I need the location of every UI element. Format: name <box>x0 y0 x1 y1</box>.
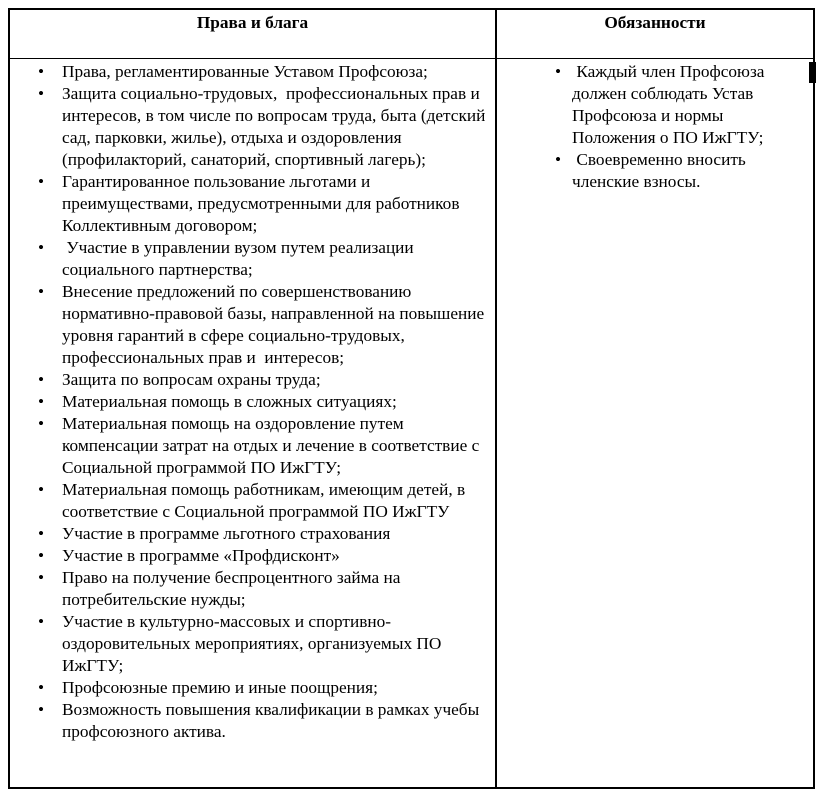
list-item <box>10 699 489 743</box>
list-item-text: Материальная помощь работникам, имеющим детей, в соответствие с Социальной программой ПО ИжГТУ <box>62 480 470 521</box>
list-item <box>10 611 489 677</box>
list-item <box>497 61 805 149</box>
bullet-icon: • <box>38 370 45 389</box>
list-item <box>10 61 489 83</box>
bullet-icon: • <box>38 612 45 631</box>
bullet-icon: • <box>38 282 45 301</box>
duties-cell <box>497 59 813 787</box>
bullet-icon: • <box>38 392 45 411</box>
list-item-text: Внесение предложений по совершенствованию нормативно-правовой базы, направленной на повышение уровня гарантий в сфере социально-трудовых, профессиональных прав и интересов; <box>62 282 489 367</box>
list-item-text: Участие в культурно-массовых и спортивно-оздоровительных мероприятиях, организуемых ПО ИжГТУ; <box>62 612 446 675</box>
list-item <box>10 281 489 369</box>
duties-header-cell <box>497 10 813 59</box>
bullet-icon: • <box>38 546 45 565</box>
list-item-text: Участие в программе «Профдисконт» <box>62 546 340 565</box>
list-item <box>10 545 489 567</box>
rights-cell <box>10 59 497 787</box>
bullet-icon: • <box>555 62 562 81</box>
list-item <box>10 391 489 413</box>
list-item-text: Своевременно вносить членские взносы. <box>572 150 751 191</box>
list-item-text: Профсоюзные премию и иные поощрения; <box>62 678 378 697</box>
list-item <box>10 413 489 479</box>
list-item <box>10 171 489 237</box>
rights-header-cell <box>10 10 497 59</box>
list-item-text: Каждый член Профсоюза должен соблюдать Устав Профсоюза и нормы Положения о ПО ИжГТУ; <box>572 62 769 147</box>
bullet-icon: • <box>38 700 45 719</box>
bullet-icon: • <box>38 524 45 543</box>
bullet-icon: • <box>38 678 45 697</box>
bullet-icon: • <box>38 480 45 499</box>
rights-header-label: Права и блага <box>196 13 309 32</box>
list-item <box>10 83 489 171</box>
list-item <box>10 677 489 699</box>
list-item-text: Материальная помощь на оздоровление путем компенсации затрат на отдых и лечение в соответствие с Социальной программой ПО ИжГТУ; <box>62 414 484 477</box>
list-item <box>497 149 805 193</box>
list-item-text: Права, регламентированные Уставом Профсоюза; <box>62 62 428 81</box>
list-item <box>10 523 489 545</box>
list-item-text: Участие в программе льготного страхования <box>62 524 391 543</box>
bullet-icon: • <box>38 172 45 191</box>
rights-list <box>10 61 489 743</box>
bullet-icon: • <box>38 238 45 257</box>
list-item-text: Право на получение беспроцентного займа на потребительские нужды; <box>62 568 405 609</box>
right-edge-marker <box>809 62 816 83</box>
bullet-icon: • <box>38 414 45 433</box>
bullet-icon: • <box>38 568 45 587</box>
list-item <box>10 567 489 611</box>
list-item-text: Гарантированное пользование льготами и преимуществами, предусмотренными для работников Коллективным договором; <box>62 172 464 235</box>
list-item <box>10 369 489 391</box>
list-item-text: Защита по вопросам охраны труда; <box>62 370 321 389</box>
list-item-text: Защита социально-трудовых, профессиональных прав и интересов, в том числе по вопросам труда, быта (детский сад, парковки, жилье), отдыха и оздоровления (профилакторий, санаторий, спортивный лагерь); <box>62 84 490 169</box>
list-item-text: Возможность повышения квалификации в рамках учебы профсоюзного актива. <box>62 700 484 741</box>
duties-list <box>497 61 805 193</box>
duties-header-label: Обязанности <box>604 13 706 32</box>
list-item <box>10 479 489 523</box>
list-item-text: Участие в управлении вузом путем реализации социального партнерства; <box>62 238 419 279</box>
bullet-icon: • <box>38 84 45 103</box>
benefits-duties-table <box>8 8 815 789</box>
list-item-text: Материальная помощь в сложных ситуациях; <box>62 392 397 411</box>
bullet-icon: • <box>555 150 562 169</box>
bullet-icon: • <box>38 62 45 81</box>
list-item <box>10 237 489 281</box>
